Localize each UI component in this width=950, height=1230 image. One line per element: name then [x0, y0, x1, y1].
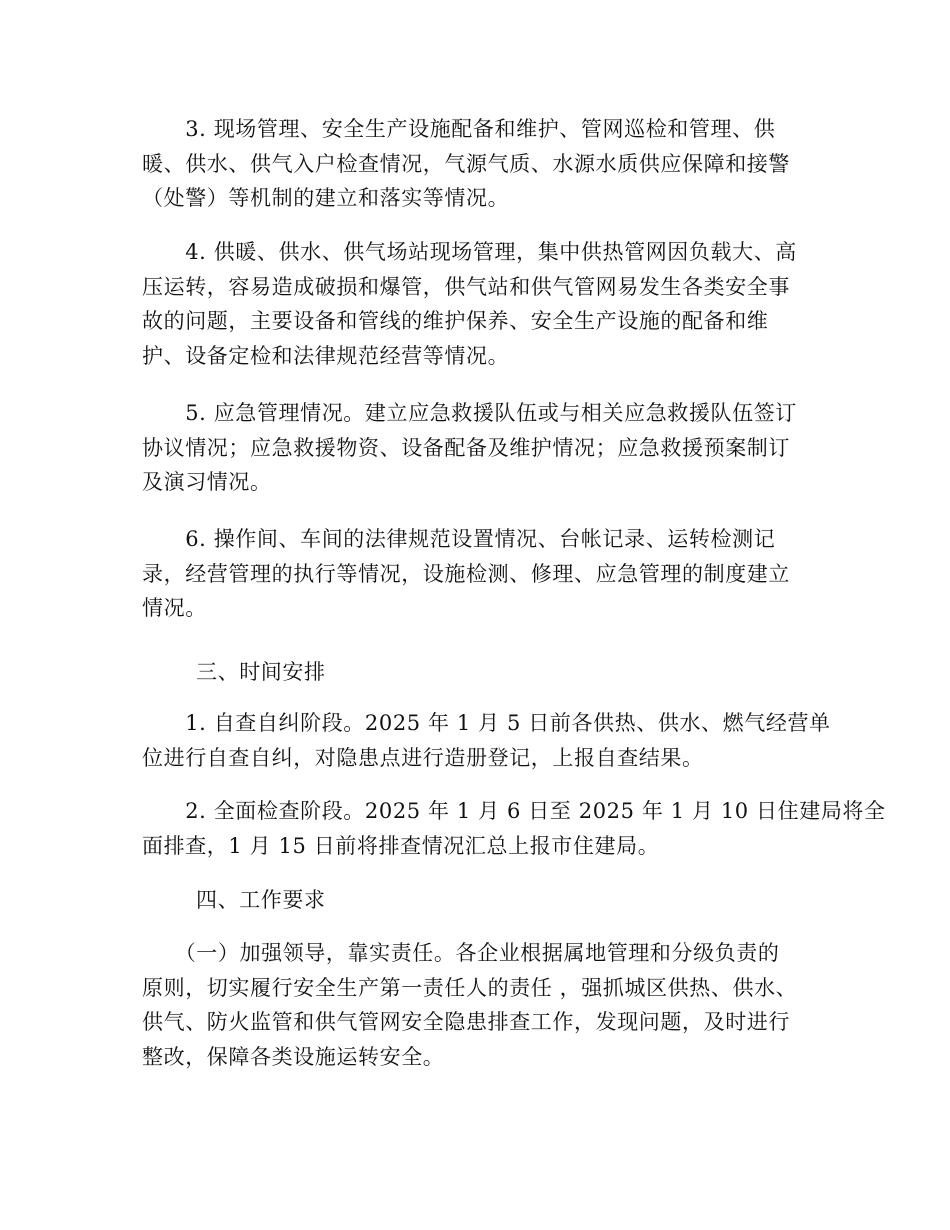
text-line: 及演习情况。: [142, 470, 272, 494]
section-heading-requirements: 四、工作要求: [196, 888, 326, 912]
text-line: 1. 自查自纠阶段。2025 年 1 月 5 日前各供热、供水、燃气经营单: [142, 711, 831, 735]
text-line: 4. 供暖、供水、供气场站现场管理，集中供热管网因负载大、高: [142, 240, 797, 264]
text-line: 位进行自查自纠，对隐患点进行造册登记，上报自查结果。: [142, 745, 704, 770]
text-line: 协议情况；应急救援物资、设备配备及维护情况；应急救援预案制订: [142, 435, 790, 460]
text-line: （一）加强领导，靠实责任。各企业根据属地管理和分级负责的: [142, 941, 780, 965]
text-line: 3. 现场管理、安全生产设施配备和维护、管网巡检和管理、供: [142, 117, 776, 141]
text-line: 2. 全面检查阶段。2025 年 1 月 6 日至 2025 年 1 月 10 日住建局将全: [142, 799, 886, 823]
text-line: 暖、供水、供气入户检查情况，气源气质、水源水质供应保障和接警: [142, 151, 790, 176]
paragraph-item-4: [142, 235, 814, 373]
section-heading-schedule: 三、时间安排: [196, 660, 326, 684]
text-line: 6. 操作间、车间的法律规范设置情况、台帐记录、运转检测记: [142, 527, 776, 551]
text-line: 压运转，容易造成破损和爆管，供气站和供气管网易发生各类安全事: [142, 274, 790, 299]
text-line: 情况。: [142, 596, 207, 620]
paragraph-schedule-2: [142, 794, 886, 863]
text-line: 原则，切实履行安全生产第一责任人的责任 ，强抓城区供热、供水、: [142, 975, 798, 1000]
text-line: 面排查，1 月 15 日前将排查情况汇总上报市住建局。: [142, 833, 660, 858]
text-line: 录，经营管理的执行等情况，设施检测、修理、应急管理的制度建立: [142, 561, 790, 586]
text-line: 5. 应急管理情况。建立应急救援队伍或与相关应急救援队伍签订: [142, 401, 797, 425]
paragraph-item-3: [142, 112, 814, 216]
text-line: 护、设备定检和法律规范经营等情况。: [142, 343, 510, 368]
text-line: 供气、防火监管和供气管网安全隐患排查工作，发现问题，及时进行: [142, 1010, 790, 1034]
paragraph-schedule-1: [142, 706, 831, 775]
text-line: 故的问题，主要设备和管线的维护保养、安全生产设施的配备和维: [142, 309, 769, 333]
paragraph-item-6: [142, 522, 814, 626]
text-line: （处警）等机制的建立和落实等情况。: [142, 186, 510, 210]
paragraph-item-5: [142, 396, 814, 500]
paragraph-requirement-1: [142, 936, 814, 1074]
text-line: 整改，保障各类设施运转安全。: [142, 1044, 445, 1069]
